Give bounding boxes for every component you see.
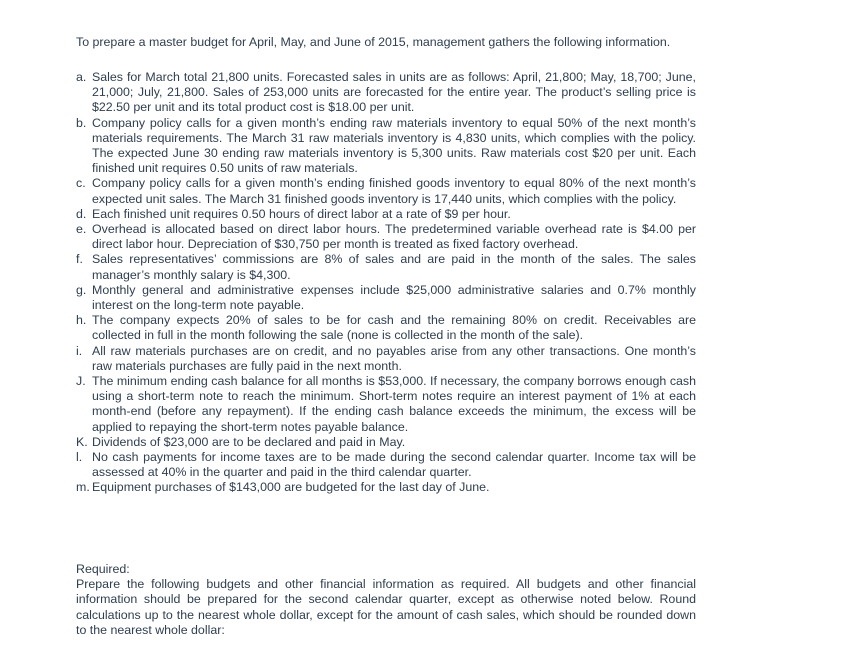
required-instructions: Prepare the following budgets and other financial information as required. All budgets and other financial information should be prepared for the second calendar quarter, except as otherwise noted below. Round calculations up to the nearest whole dollar, except for the amount of cash sales, which should be rounded down to the nearest whole dollar: [76, 577, 696, 637]
list-item-text: Equipment purchases of $143,000 are budgeted for the last day of June. [92, 480, 490, 495]
list-item [76, 374, 696, 435]
list-item-text: The company expects 20% of sales to be for cash and the remaining 80% on credit. Receivables are collected in full in the month following the sale (none is collected in the month of the sale). [92, 313, 696, 343]
list-item-letter: J. [76, 374, 86, 389]
list-item-letter: i. [76, 343, 83, 358]
list-item-letter: c. [76, 176, 86, 191]
list-item-letter: K. [76, 434, 88, 449]
list-item [76, 313, 696, 343]
list-item [76, 435, 696, 450]
list-item-letter: a. [76, 70, 87, 84]
list-item-text: Company policy calls for a given month’s ending raw materials inventory to equal 50% of the next month’s materials requirements. The March 31 raw materials inventory is 4,830 units, which complies with the policy. The expected June 30 ending raw materials inventory is 5,300 units. Raw materials cost $20 per unit. Each finished unit requires 0.50 units of raw materials. [92, 115, 696, 176]
list-item [76, 207, 696, 222]
list-item-letter: e. [76, 222, 87, 237]
list-item-letter: h. [76, 313, 87, 328]
list-item [76, 252, 696, 282]
list-item [76, 176, 696, 206]
list-item [76, 70, 696, 116]
list-item [76, 116, 696, 177]
list-item [76, 283, 696, 313]
list-item-text: All raw materials purchases are on credit, and no payables arise from any other transactions. One month’s raw materials purchases are fully paid in the next month. [92, 343, 696, 373]
list-item-text: Sales for March total 21,800 units. Forecasted sales in units are as follows: April, 21,800; May, 18,700; June, 21,000; July, 21,800. Sales of 253,000 units are forecasted for the entire year. The product’s selling price is $22.50 per unit and its total product cost is $18.00 per unit. [92, 70, 696, 115]
list-item [76, 222, 696, 252]
list-item-letter: l. [76, 450, 83, 465]
required-heading: Required: [76, 562, 130, 576]
list-item-letter: m. [76, 480, 90, 495]
information-list [76, 70, 696, 496]
list-item-text: Dividends of $23,000 are to be declared and paid in May. [92, 434, 406, 449]
list-item-letter: d. [76, 206, 87, 221]
required-section [76, 562, 696, 638]
list-item-letter: f. [76, 252, 83, 267]
list-item-text: No cash payments for income taxes are to be made during the second calendar quarter. Income tax will be assessed at 40% in the quarter and paid in the third calendar quarter. [92, 450, 696, 480]
intro-paragraph: To prepare a master budget for April, May, and June of 2015, management gathers the following information. [76, 35, 671, 49]
list-item [76, 480, 696, 495]
list-item-text: Monthly general and administrative expenses include $25,000 administrative salaries and 0.7% monthly interest on the long-term note payable. [92, 282, 696, 313]
list-item-text: Overhead is allocated based on direct labor hours. The predetermined variable overhead rate is $4.00 per direct labor hour. Depreciation of $30,750 per month is treated as fixed factory overhead. [92, 222, 696, 252]
list-item-text: Company policy calls for a given month’s ending finished goods inventory to equal 80% of the next month’s expected unit sales. The March 31 finished goods inventory is 17,440 units, which complies with the policy. [92, 176, 696, 206]
list-item-text: Sales representatives’ commissions are 8% of sales and are paid in the month of the sales. The sales manager’s monthly salary is $4,300. [92, 252, 696, 282]
list-item [76, 450, 696, 480]
list-item-letter: b. [76, 115, 87, 130]
list-item-text: Each finished unit requires 0.50 hours of direct labor at a rate of $9 per hour. [92, 206, 511, 221]
list-item [76, 344, 696, 374]
list-item-text: The minimum ending cash balance for all months is $53,000. If necessary, the company borrows enough cash using a short-term note to reach the minimum. Short-term notes require an interest payment of 1% at each month-end (before any repayment). If the ending cash balance exceeds the minimum, the excess will be applied to repaying the short-term notes payable balance. [92, 374, 696, 434]
list-item-letter: g. [76, 282, 87, 297]
